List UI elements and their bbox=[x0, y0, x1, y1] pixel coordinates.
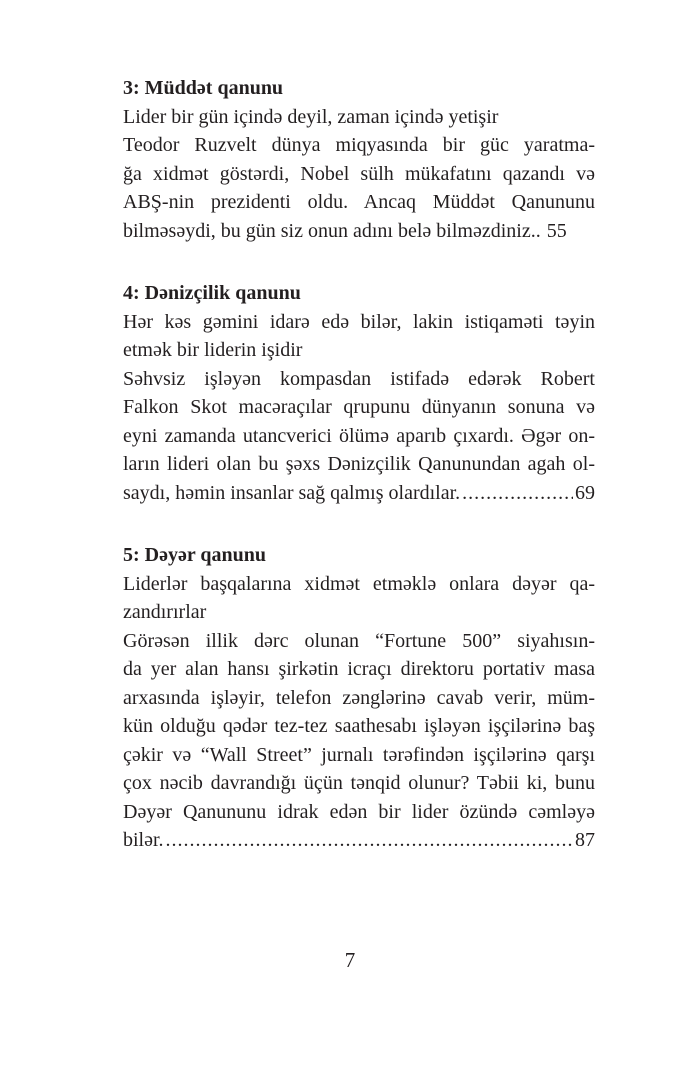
section-body-line: Səhvsiz işləyən kompasdan istifadə edərək Robert bbox=[123, 367, 595, 390]
section-body-line: eyni zamanda utancverici ölümə aparıb çıxardı. Əgər on- bbox=[123, 424, 595, 447]
section-subtitle-line: etmək bir liderin işidir bbox=[123, 339, 303, 361]
section-body-line: da yer alan hansı şirkətin icraçı direktoru portativ masa bbox=[123, 658, 595, 680]
page-number: 7 bbox=[344, 948, 356, 972]
section-body-line: Falkon Skot macəraçılar qrupunu dünyanın sonuna və bbox=[123, 396, 595, 418]
section-body-last-line: bilməsəydi, bu gün siz onun adını belə bilməzdiniz.. bbox=[123, 219, 541, 242]
page-ref: 87 bbox=[575, 829, 595, 851]
section-body-last-line: bilər. bbox=[123, 829, 164, 851]
section-body-line: kün olduğu qədər tez-tez saathesabı işləyən işçilərinə baş bbox=[123, 715, 595, 737]
section-title: 3: Müddət qanunu bbox=[123, 77, 284, 99]
section-body-line: Dəyər Qanununu idrak edən bir lider özündə cəmləyə bbox=[123, 800, 595, 823]
toc-section-3 bbox=[123, 74, 595, 245]
leader-dots bbox=[166, 826, 573, 855]
toc-section-4 bbox=[123, 279, 595, 507]
section-subtitle-line: Hər kəs gəmini idarə edə bilər, lakin istiqaməti təyin bbox=[123, 310, 595, 333]
section-subtitle-line: Liderlər başqalarına xidmət etməklə onlara dəyər qa- bbox=[123, 572, 595, 595]
section-subtitle: Lider bir gün içində deyil, zaman içində yetişir bbox=[123, 105, 499, 128]
toc-entry-line bbox=[123, 217, 595, 246]
section-body-line: çəkir və “Wall Street” jurnalı tərəfindən işçilərinə qarşı bbox=[123, 743, 595, 766]
section-body-line: ğa xidmət göstərdi, Nobel sülh mükafatını qazandı və bbox=[123, 162, 595, 185]
section-body-line: ABŞ-nin prezidenti oldu. Ancaq Müddət Qanununu bbox=[123, 191, 595, 213]
section-body-line: Görəsən illik dərc olunan “Fortune 500” siyahısın- bbox=[123, 629, 595, 652]
leader-dots bbox=[462, 479, 573, 508]
toc-entry-line bbox=[123, 479, 595, 508]
section-body-line: ların lideri olan bu şəxs Dənizçilik Qanunundan agah ol- bbox=[123, 453, 595, 475]
toc-section-5 bbox=[123, 541, 595, 855]
page-ref: 69 bbox=[575, 481, 595, 504]
section-body-line: Teodor Ruzvelt dünya miqyasında bir güc yaratma- bbox=[123, 134, 595, 156]
page-ref: 55 bbox=[546, 219, 567, 242]
section-title: 5: Dəyər qanunu bbox=[123, 544, 266, 566]
toc-page bbox=[123, 74, 595, 889]
toc-entry-line bbox=[123, 826, 595, 855]
section-title: 4: Dənizçilik qanunu bbox=[123, 282, 301, 304]
section-body-line: çox nəcib davrandığı üçün tənqid olunur? Təbii ki, bunu bbox=[123, 772, 595, 794]
section-body-line: arxasında işləyir, telefon zənglərinə cavab verir, müm- bbox=[123, 686, 595, 709]
section-body-last-line: saydı, həmin insanlar sağ qalmış olardılar. bbox=[123, 481, 461, 504]
section-subtitle-line: zandırırlar bbox=[123, 601, 207, 623]
